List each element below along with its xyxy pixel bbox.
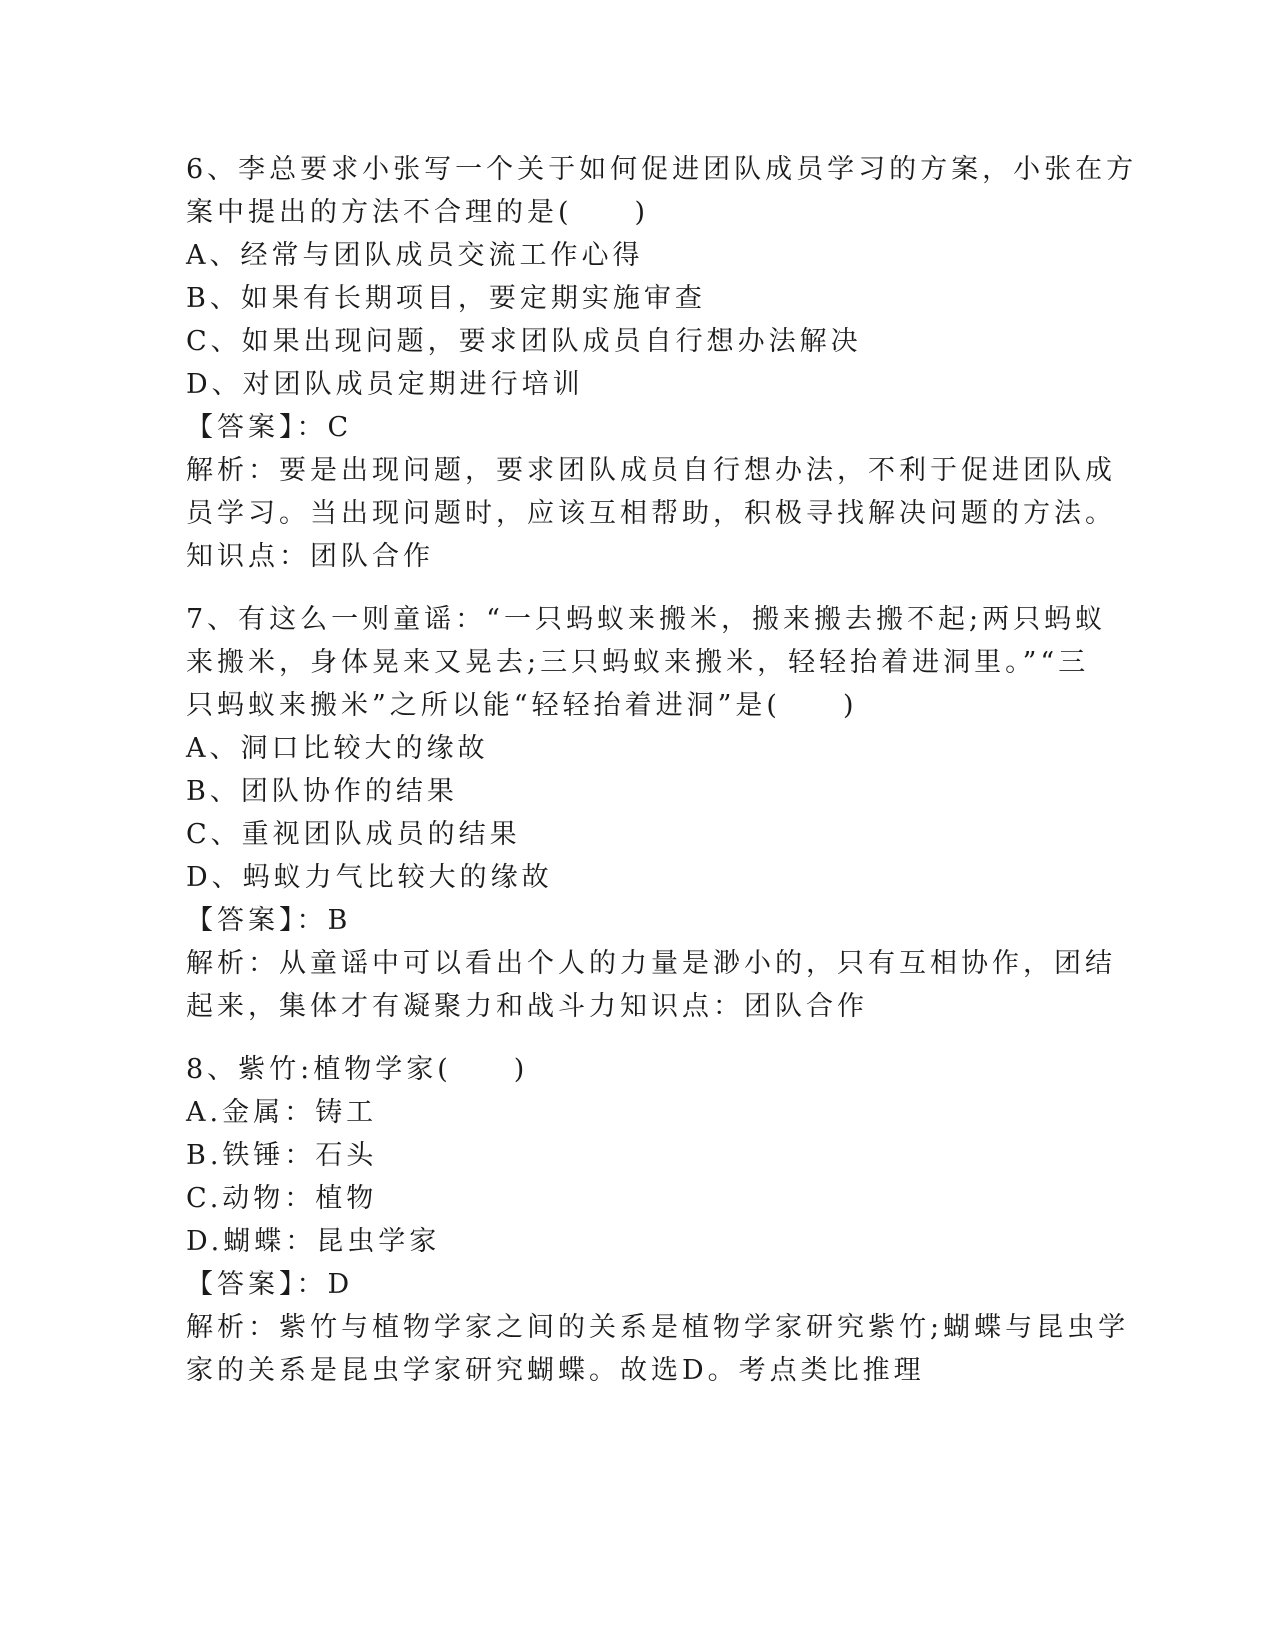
question-6 xyxy=(186,148,1138,578)
option-d: D、对团队成员定期进行培训 xyxy=(186,369,584,400)
question-stem-line: 8、紫竹:植物学家( ) xyxy=(186,1054,529,1085)
analysis-line: 家的关系是昆虫学家研究蝴蝶。故选D。考点类比推理 xyxy=(186,1355,925,1386)
analysis-line: 起来，集体才有凝聚力和战斗力知识点：团队合作 xyxy=(186,991,868,1022)
question-8 xyxy=(186,1048,1130,1392)
option-b: B.铁锤：石头 xyxy=(186,1140,378,1171)
option-c: C、如果出现问题，要求团队成员自行想办法解决 xyxy=(186,326,862,357)
analysis-line: 解析：从童谣中可以看出个人的力量是渺小的，只有互相协作，团结 xyxy=(186,948,1116,979)
answer-line: 【答案】：D xyxy=(186,1269,354,1300)
analysis-line: 员学习。当出现问题时，应该互相帮助，积极寻找解决问题的方法。 xyxy=(186,498,1116,529)
option-b: B、如果有长期项目，要定期实施审查 xyxy=(186,283,706,314)
document-page xyxy=(186,148,1138,1392)
option-d: D、蚂蚁力气比较大的缘故 xyxy=(186,862,553,893)
option-c: C.动物：植物 xyxy=(186,1183,378,1214)
option-c: C、重视团队成员的结果 xyxy=(186,819,521,850)
question-stem-line: 只蚂蚁来搬米”之所以能“轻轻抬着进洞”是( ) xyxy=(186,690,858,721)
question-stem-line: 案中提出的方法不合理的是( ) xyxy=(186,197,650,228)
answer-line: 【答案】：B xyxy=(186,905,352,936)
analysis-line: 解析：要是出现问题，要求团队成员自行想办法，不利于促进团队成 xyxy=(186,455,1116,486)
option-a: A.金属：铸工 xyxy=(186,1097,378,1128)
analysis-line: 知识点：团队合作 xyxy=(186,541,434,572)
option-b: B、团队协作的结果 xyxy=(186,776,458,807)
question-stem-line: 来搬米，身体晃来又晃去;三只蚂蚁来搬米，轻轻抬着进洞里。”“三 xyxy=(186,647,1090,678)
option-d: D.蝴蝶：昆虫学家 xyxy=(186,1226,441,1257)
analysis-line: 解析：紫竹与植物学家之间的关系是植物学家研究紫竹;蝴蝶与昆虫学 xyxy=(186,1312,1130,1343)
question-7 xyxy=(186,598,1116,1028)
question-spacer xyxy=(186,1028,1086,1048)
question-stem-line: 7、有这么一则童谣：“一只蚂蚁来搬米，搬来搬去搬不起;两只蚂蚁 xyxy=(186,604,1107,635)
question-spacer xyxy=(186,578,1086,598)
answer-line: 【答案】：C xyxy=(186,412,353,443)
option-a: A、洞口比较大的缘故 xyxy=(186,733,489,764)
question-stem-line: 6、李总要求小张写一个关于如何促进团队成员学习的方案，小张在方 xyxy=(186,154,1138,185)
option-a: A、经常与团队成员交流工作心得 xyxy=(186,240,644,271)
